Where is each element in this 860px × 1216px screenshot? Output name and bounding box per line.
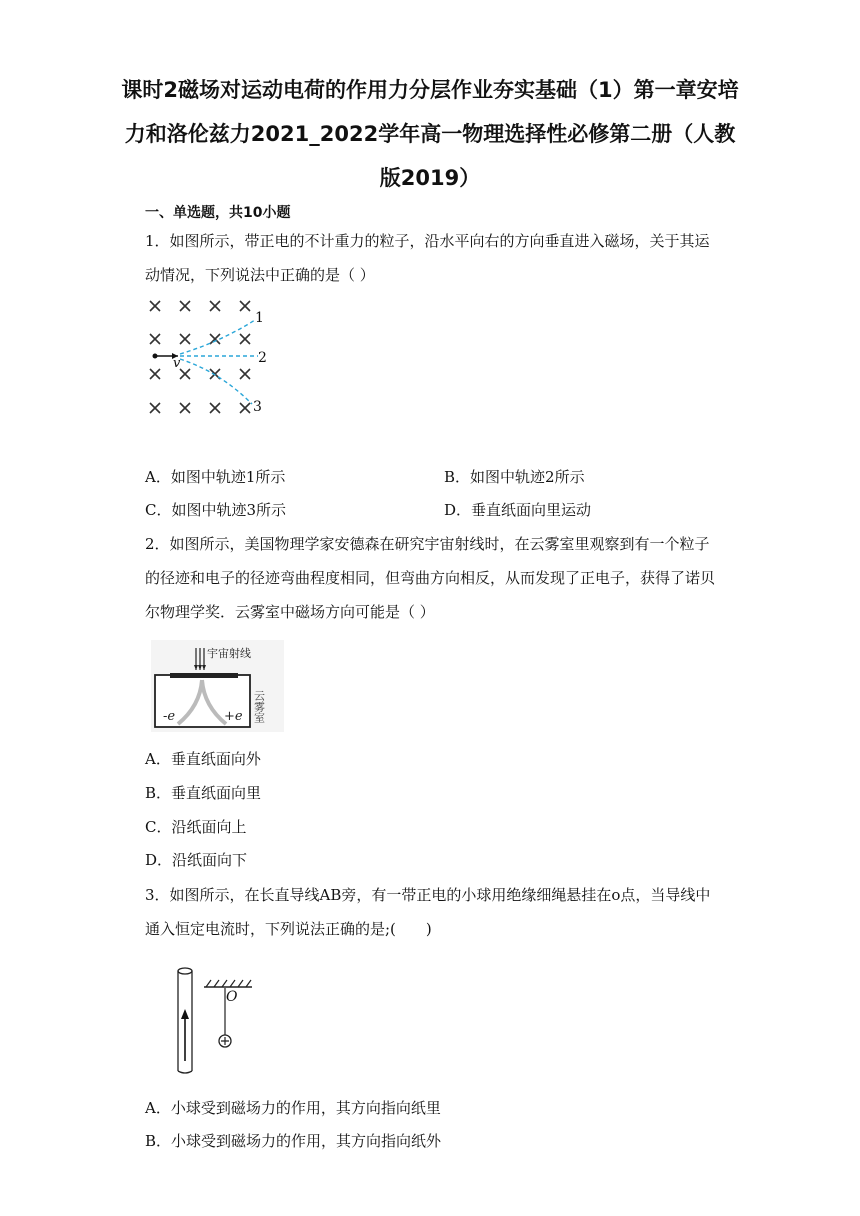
question-1-option-a: A．如图中轨迹1所示 bbox=[145, 468, 286, 486]
question-2-option-c: C．沿纸面向上 bbox=[145, 818, 247, 836]
track-label-3: 3 bbox=[253, 399, 262, 415]
question-2-figure bbox=[150, 640, 285, 732]
question-1-stem: 1．如图所示，带正电的不计重力的粒子，沿水平向右的方向垂直进入磁场，关于其运动情况，下列说法中正确的是（ ） bbox=[145, 232, 710, 284]
question-2-option-b: B．垂直纸面向里 bbox=[145, 784, 262, 802]
pivot-label: O bbox=[226, 989, 238, 1005]
question-1-option-b: B．如图中轨迹2所示 bbox=[444, 468, 585, 486]
electron-label: -e bbox=[163, 709, 176, 724]
question-1-option-d: D．垂直纸面向里运动 bbox=[444, 501, 592, 519]
track-label-2: 2 bbox=[258, 350, 267, 366]
cloud-chamber-label: 云雾室 bbox=[252, 690, 266, 723]
question-3-option-a: A．小球受到磁场力的作用，其方向指向纸里 bbox=[145, 1099, 441, 1117]
question-2-option-d: D．沿纸面向下 bbox=[145, 851, 248, 869]
track-3 bbox=[180, 359, 252, 404]
question-3-option-b: B．小球受到磁场力的作用，其方向指向纸外 bbox=[145, 1132, 442, 1150]
question-3-stem: 3．如图所示，在长直导线AB旁，有一带正电的小球用绝缘细绳悬挂在o点，当导线中通入恒定电流时，下列说法正确的是;( ) bbox=[145, 886, 711, 938]
question-1-figure bbox=[140, 294, 280, 419]
velocity-label: v bbox=[173, 356, 181, 371]
track-label-1: 1 bbox=[255, 310, 264, 326]
positron-label: +e bbox=[224, 709, 243, 724]
section-heading: 一、单选题，共10小题 bbox=[145, 205, 291, 221]
document-title: 课时2磁场对运动电荷的作用力分层作业夯实基础（1）第一章安培力和洛伦兹力2021_2022学年高一物理选择性必修第二册（人教版2019） bbox=[121, 78, 739, 190]
question-1-option-c: C．如图中轨迹3所示 bbox=[145, 501, 287, 519]
question-2-option-a: A．垂直纸面向外 bbox=[145, 750, 261, 768]
question-3-figure bbox=[168, 965, 268, 1077]
particle-dot bbox=[153, 354, 158, 359]
field-cross-marks bbox=[150, 301, 250, 413]
question-2-stem: 2．如图所示，美国物理学家安德森在研究宇宙射线时，在云雾室里观察到有一个粒子的径迹和电子的径迹弯曲程度相同，但弯曲方向相反，从而发现了正电子，获得了诺贝尔物理学奖．云雾室中磁场方向可能是（ ） bbox=[145, 535, 716, 621]
cosmic-ray-label: 宇宙射线 bbox=[207, 647, 251, 660]
